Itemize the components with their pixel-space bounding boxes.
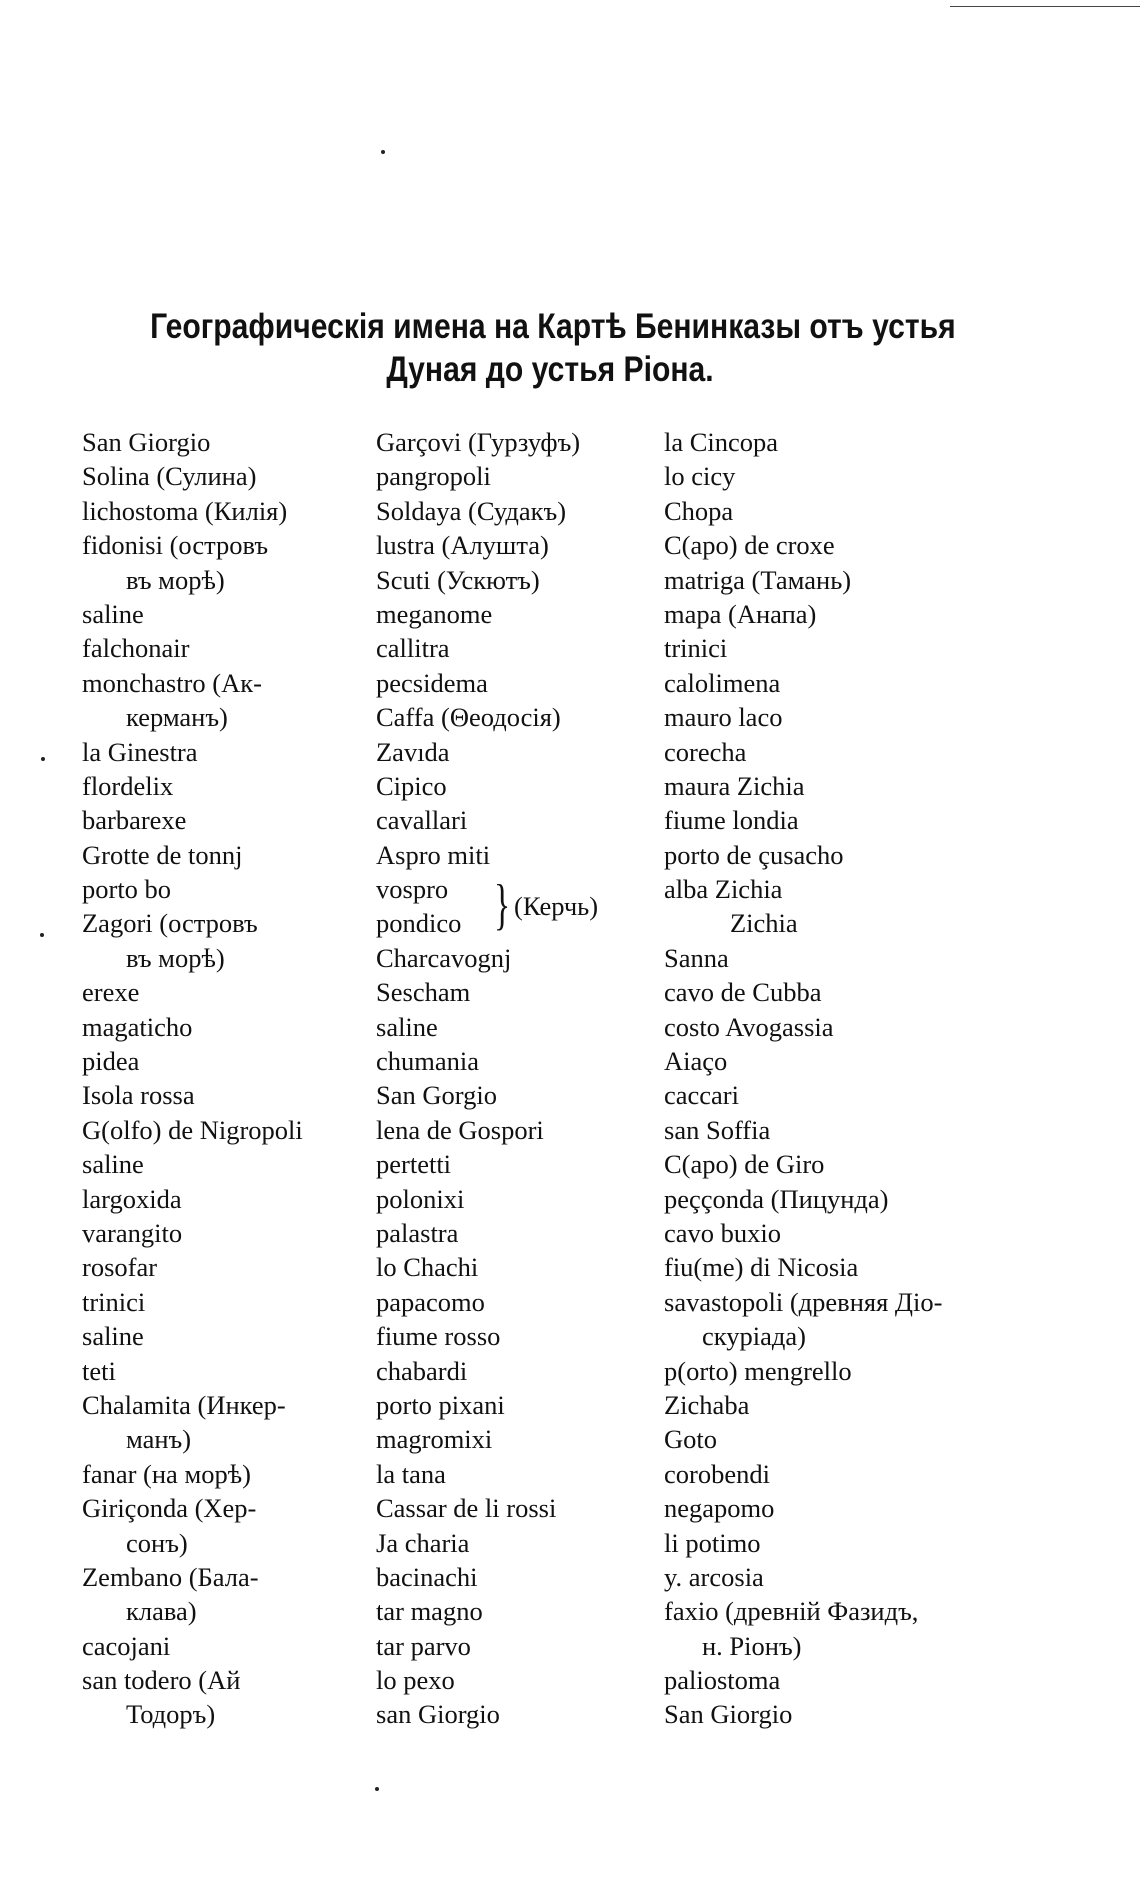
list-item: cavo de Cubba — [664, 977, 822, 1008]
speck-mark — [41, 757, 45, 761]
list-item: fiume rosso — [376, 1321, 501, 1352]
list-item: Zagori (островъ — [82, 908, 258, 939]
list-item: saline — [82, 1149, 144, 1180]
list-item: polonixi — [376, 1183, 465, 1214]
list-item-continuation: сонъ) — [126, 1527, 188, 1558]
page-title-line-2: Дуная до устья Ріона. — [386, 350, 714, 389]
list-item: pangropoli — [376, 461, 491, 492]
list-item: porto pixani — [376, 1389, 505, 1420]
list-item: pidea — [82, 1046, 140, 1077]
list-item-continuation: въ морѣ) — [126, 942, 225, 973]
list-item: Garçovi (Гурзуфъ) — [376, 427, 581, 457]
list-item: maura Zichia — [664, 770, 805, 801]
list-item: cavallari — [376, 805, 468, 836]
list-item-continuation: въ морѣ) — [126, 564, 225, 595]
list-item: fanar (на морѣ) — [82, 1458, 251, 1489]
list-item: lustra (Алушта) — [376, 530, 549, 561]
list-item: San Giorgio — [82, 427, 211, 457]
curly-brace: } — [494, 874, 511, 937]
list-item: Scuti (Ускютъ) — [376, 564, 540, 595]
list-item: falchonair — [82, 633, 190, 664]
kerch-brace-group — [376, 872, 599, 941]
list-item: magromixi — [376, 1424, 493, 1455]
list-item: vospro — [376, 874, 449, 905]
list-item: la Ginestra — [82, 736, 198, 767]
list-item: G(olfo) de Nigropoli — [82, 1114, 303, 1145]
list-item: la tana — [376, 1458, 446, 1489]
speck-mark — [381, 150, 385, 154]
list-item: saline — [376, 1011, 438, 1042]
list-item: lo Chachi — [376, 1252, 479, 1283]
list-item: largoxida — [82, 1183, 182, 1214]
list-item: porto de çusacho — [664, 839, 844, 870]
list-item: Aiaço — [664, 1046, 728, 1077]
list-item: calolimena — [664, 667, 781, 698]
list-item: callitra — [376, 633, 450, 664]
list-item: costo Avogassia — [664, 1011, 834, 1042]
list-item: lena de Gospori — [376, 1114, 544, 1145]
list-item: Solina (Сулина) — [82, 461, 257, 492]
list-item: erexe — [82, 977, 140, 1008]
list-item: lo pexo — [376, 1665, 455, 1696]
list-item: Isola rossa — [82, 1080, 195, 1111]
list-item: tar parvo — [376, 1630, 471, 1661]
list-item: san Soffia — [664, 1114, 771, 1145]
speck-mark — [40, 933, 44, 937]
list-item: cavo buxio — [664, 1217, 782, 1248]
list-item: Soldaya (Судакъ) — [376, 495, 567, 526]
list-item: lichostoma (Килія) — [82, 495, 288, 526]
place-names-column-2 — [376, 425, 599, 1732]
list-item-sub: Zichia — [730, 908, 798, 939]
list-item: savastopoli (древняя Діо- — [664, 1286, 943, 1317]
list-item: peççonda (Пицунда) — [664, 1183, 889, 1214]
list-item: saline — [82, 1321, 144, 1352]
list-item: porto bo — [82, 874, 172, 905]
list-item: corobendi — [664, 1458, 770, 1489]
list-item: Cipico — [376, 770, 447, 801]
list-item: negapomo — [664, 1493, 775, 1524]
list-item: palastra — [376, 1218, 459, 1248]
list-item: Caffa (Θеодосія) — [376, 702, 561, 733]
list-item: Charcavognj — [376, 942, 512, 973]
list-item: Goto — [664, 1424, 717, 1455]
list-item: San Gorgio — [376, 1080, 497, 1111]
list-item: p(orto) mengrello — [664, 1355, 852, 1386]
list-item: san Giorgio — [376, 1699, 500, 1730]
list-item: la Cincopa — [664, 427, 779, 457]
list-item: chumania — [376, 1046, 480, 1077]
list-item: pondico — [376, 908, 462, 939]
list-item: Zavıda — [376, 736, 450, 767]
list-item: mauro laco — [664, 702, 783, 733]
list-item: chabardi — [376, 1355, 468, 1386]
list-item-continuation: Тодоръ) — [126, 1699, 216, 1730]
list-item: mapa (Анапа) — [664, 598, 817, 629]
list-item: rosofar — [82, 1252, 158, 1283]
list-item: Aspro miti — [376, 839, 491, 870]
list-item: Ja charia — [376, 1527, 470, 1558]
brace-label: (Керчь) — [514, 891, 599, 922]
place-names-column-1 — [82, 425, 303, 1732]
place-names-column-3 — [664, 425, 942, 1732]
list-item: flordelix — [82, 770, 174, 801]
list-item: Grotte de tonnj — [82, 839, 243, 870]
page-title — [150, 305, 956, 391]
list-item: papacomo — [376, 1286, 485, 1317]
list-item: trinici — [82, 1286, 146, 1317]
list-item: Zembano (Бала- — [82, 1561, 259, 1592]
list-item: fidonisi (островъ — [82, 530, 269, 561]
list-item: lo cicy — [664, 461, 736, 492]
list-item: corecha — [664, 736, 747, 767]
list-item: trinici — [664, 633, 728, 664]
list-item-continuation: керманъ) — [126, 702, 228, 733]
list-item: tar magno — [376, 1596, 483, 1627]
list-item: bacinachi — [376, 1561, 478, 1592]
list-item: C(apo) de croxe — [664, 530, 835, 561]
list-item: Cassar de li rossi — [376, 1493, 557, 1524]
page-title-line-1: Географическія имена на Картѣ Бенинказы отъ устья — [150, 307, 956, 346]
list-item: pecsidema — [376, 667, 488, 698]
list-item: paliostoma — [664, 1665, 781, 1696]
top-right-rule — [950, 6, 1140, 7]
list-item: saline — [82, 598, 144, 629]
list-item: Chalamita (Инкер- — [82, 1389, 286, 1420]
list-item-continuation: скуріада) — [702, 1321, 806, 1352]
list-item: magaticho — [82, 1011, 193, 1042]
list-item: C(apo) de Giro — [664, 1149, 825, 1180]
list-item-continuation: клава) — [126, 1596, 197, 1627]
list-item: san todero (Ай — [82, 1665, 241, 1696]
list-item: fiume londia — [664, 805, 799, 836]
list-item: barbarexe — [82, 805, 187, 836]
list-item: Chopa — [664, 495, 734, 526]
list-item: monchastro (Ак- — [82, 667, 262, 698]
list-item: fiu(me) di Nicosia — [664, 1252, 859, 1283]
list-item-continuation: манъ) — [126, 1424, 192, 1455]
list-item: Sescham — [376, 977, 471, 1008]
list-item: matriga (Тамань) — [664, 564, 852, 595]
list-item: cacojani — [82, 1630, 171, 1661]
list-item: varangito — [82, 1217, 183, 1248]
list-item: Giriçonda (Хер- — [82, 1493, 257, 1524]
list-item: meganome — [376, 598, 493, 629]
list-item: li potimo — [664, 1527, 761, 1558]
list-item: caccari — [664, 1080, 739, 1111]
list-item: y. arcosia — [664, 1561, 764, 1592]
list-item: pertetti — [376, 1149, 452, 1180]
list-item: teti — [82, 1355, 116, 1386]
list-item: alba Zichia — [664, 874, 783, 905]
list-item-continuation: н. Ріонъ) — [702, 1630, 802, 1661]
list-item: Zichaba — [664, 1389, 750, 1420]
list-item: San Giorgio — [664, 1699, 793, 1730]
list-item: Sanna — [664, 942, 729, 973]
speck-mark — [375, 1787, 379, 1791]
list-item: faxio (древній Фазидъ, — [664, 1596, 919, 1627]
